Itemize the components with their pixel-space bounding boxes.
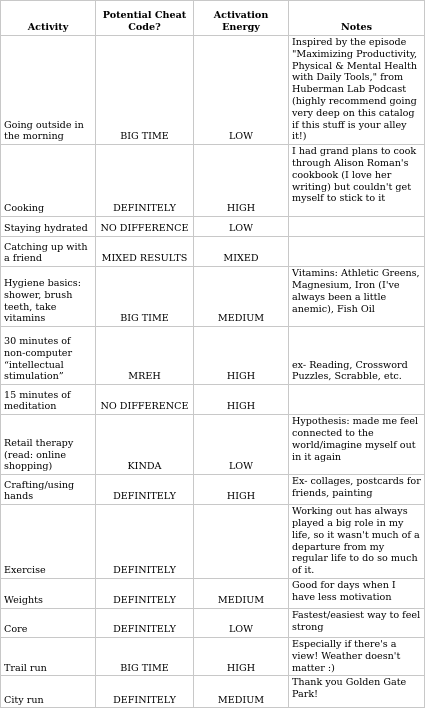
table-row [1,608,425,637]
table-row [1,145,425,217]
notes-cell: Good for days when I have less motivation [289,578,425,608]
energy-cell: MEDIUM [194,676,289,708]
notes-cell [289,217,425,237]
header-notes: Notes [289,1,425,36]
energy-cell: HIGH [194,637,289,675]
header-cheat-code: Potential Cheat Code? [96,1,194,36]
notes-cell [289,385,425,415]
cheat-code-cell: BIG TIME [96,36,194,145]
table-row [1,676,425,708]
cheat-code-cell: NO DIFFERENCE [96,385,194,415]
table-row [1,505,425,579]
header-row [1,1,425,36]
cheat-code-cell: DEFINITELY [96,505,194,579]
cheat-code-cell: DEFINITELY [96,608,194,637]
table-row [1,637,425,675]
activity-cell: Exercise [1,505,96,579]
energy-cell: LOW [194,415,289,475]
cheat-code-cell: DEFINITELY [96,676,194,708]
cheat-code-cell: BIG TIME [96,637,194,675]
activity-cell: 30 minutes of non-computer “intellectual stimulation” [1,327,96,385]
table-row [1,267,425,327]
cheat-code-cell: MIXED RESULTS [96,237,194,267]
activity-cell: Crafting/using hands [1,475,96,505]
activity-cell: Retail therapy (read: online shopping) [1,415,96,475]
table-row [1,385,425,415]
activity-cell: Cooking [1,145,96,217]
energy-cell: MIXED [194,237,289,267]
energy-cell: LOW [194,217,289,237]
cheat-code-cell: DEFINITELY [96,475,194,505]
energy-cell: MEDIUM [194,267,289,327]
notes-cell: Ex- collages, postcards for friends, painting [289,475,425,505]
header-activity: Activity [1,1,96,36]
energy-cell [194,505,289,579]
notes-cell: Fastest/easiest way to feel strong [289,608,425,637]
table-row [1,36,425,145]
activity-cell: City run [1,676,96,708]
energy-cell: HIGH [194,327,289,385]
notes-cell: I had grand plans to cook through Alison Roman's cookbook (I love her writing) but couldn't get myself to stick to it [289,145,425,217]
cheat-code-cell: NO DIFFERENCE [96,217,194,237]
header-activation-energy: Activation Energy [194,1,289,36]
activity-cell: 15 minutes of meditation [1,385,96,415]
energy-cell: LOW [194,36,289,145]
activity-cell: Core [1,608,96,637]
activity-cell: Catching up with a friend [1,237,96,267]
notes-cell: Working out has always played a big role in my life, so it wasn't much of a departure from my regular life to do so much of it. [289,505,425,579]
table-row [1,327,425,385]
table-row [1,217,425,237]
activity-cell: Staying hydrated [1,217,96,237]
energy-cell: HIGH [194,475,289,505]
notes-cell [289,327,425,385]
cheat-code-cell: DEFINITELY [96,578,194,608]
notes-cell: Inspired by the episode "Maximizing Productivity, Physical & Mental Health with Daily Tools," from Huberman Lab Podcast (highly recommend going very deep on this catalog if this stuff is your alley it!) [289,36,425,145]
energy-cell: HIGH [194,145,289,217]
notes-cell [289,237,425,267]
cheat-code-cell: KINDA [96,415,194,475]
cheat-code-cell: MREH [96,327,194,385]
activity-cell: Hygiene basics: shower, brush teeth, take vitamins [1,267,96,327]
notes-cell: Thank you Golden Gate Park! [289,676,425,708]
cheat-code-cell: BIG TIME [96,267,194,327]
table-row [1,578,425,608]
activity-cell: Trail run [1,637,96,675]
notes-cell: Especially if there's a view! Weather doesn't matter :) [289,637,425,675]
activity-cell: Going outside in the morning [1,36,96,145]
notes-cell: Vitamins: Athletic Greens, Magnesium, Iron (I've always been a little anemic), Fish Oil [289,267,425,327]
energy-cell: LOW [194,608,289,637]
activity-cell: Weights [1,578,96,608]
table-row [1,415,425,475]
notes-cell: Hypothesis: made me feel connected to the world/imagine myself out in it again [289,415,425,475]
cheat-code-cell: DEFINITELY [96,145,194,217]
table-row [1,475,425,505]
energy-cell: MEDIUM [194,578,289,608]
energy-cell: HIGH [194,385,289,415]
table-row [1,237,425,267]
notes-text: ex- Reading, Crossword Puzzles, Scrabble, etc. [292,359,408,383]
